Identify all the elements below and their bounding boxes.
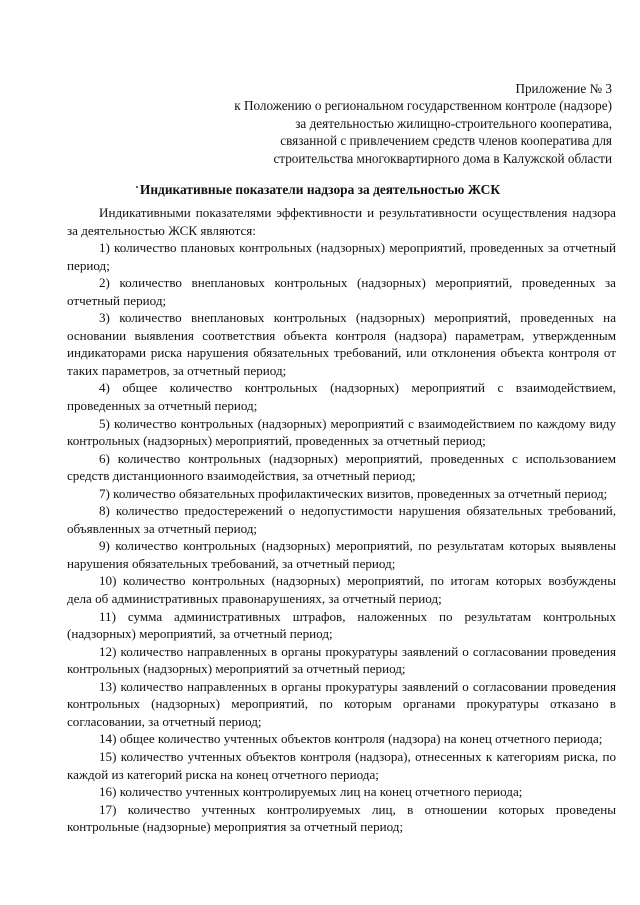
list-item: 4) общее количество контрольных (надзорных) мероприятий с взаимодействием, проведенных за отчетный период; [67, 380, 616, 414]
appendix-reference-line: за деятельностью жилищно-строительного кооператива, [295, 115, 612, 131]
list-item: 11) сумма административных штрафов, наложенных по результатам контрольных (надзорных) мероприятий, за отчетный период; [67, 608, 616, 642]
list-item: 2) количество внеплановых контрольных (надзорных) мероприятий, проведенных за отчетный период; [67, 275, 616, 308]
appendix-reference-line: к Положению о региональном государственном контроле (надзоре) [234, 98, 612, 114]
intro-paragraph: Индикативными показателями эффективности и результативности осуществления надзора за деятельностью ЖСК являются: [67, 205, 616, 238]
appendix-header [192, 80, 612, 167]
appendix-reference-line: связанной с привлечением средств членов кооператива для [280, 133, 612, 149]
document-title: Индикативные показатели надзора за деятельностью ЖСК [139, 182, 501, 197]
list-item: 14) общее количество учтенных объектов контроля (надзора) на конец отчетного периода; [99, 731, 603, 747]
list-item: 9) количество контрольных (надзорных) мероприятий, по результатам которых выявлены нарушения обязательных требований, за отчетный период; [67, 538, 616, 571]
list-item: 3) количество внеплановых контрольных (надзорных) мероприятий, проведенных на основании выявления соответствия объекта контроля (надзора) параметрам, утвержденным индикаторами риска нарушения обязательных требований, или отклонения объекта контроля от таких параметров, за отчетный период; [67, 310, 616, 378]
appendix-number: Приложение № 3 [515, 81, 612, 96]
list-item: 5) количество контрольных (надзорных) мероприятий с взаимодействием по каждому виду контрольных (надзорных) мероприятий, проведенных за отчетный период; [67, 415, 616, 449]
list-item: 10) количество контрольных (надзорных) мероприятий, по итогам которых возбуждены дела об административных правонарушениях, за отчетный период; [67, 573, 616, 607]
appendix-reference-line: строительства многоквартирного дома в Калужской области [273, 150, 612, 166]
list-item: 7) количество обязательных профилактических визитов, проведенных за отчетный период; [99, 485, 608, 501]
list-item: 15) количество учтенных объектов контроля (надзора), отнесенных к категориям риска, по каждой из категорий риска на конец отчетного периода; [67, 748, 616, 782]
list-item: 6) количество контрольных (надзорных) мероприятий, проведенных с использованием средств дистанционного взаимодействия, за отчетный период; [67, 450, 616, 484]
list-item: 12) количество направленных в органы прокуратуры заявлений о согласовании проведения контрольных (надзорных) мероприятий за отчетный период; [67, 643, 616, 677]
document-body [67, 204, 616, 836]
list-item: 17) количество учтенных контролируемых лиц, в отношении которых проведены контрольные (надзорные) мероприятия за отчетный период; [67, 801, 616, 835]
list-item: 16) количество учтенных контролируемых лиц на конец отчетного периода; [99, 784, 523, 800]
list-item: 1) количество плановых контрольных (надзорных) мероприятий, проведенных за отчетный период; [67, 240, 616, 273]
list-item: 8) количество предостережений о недопустимости нарушения обязательных требований, объявленных за отчетный период; [67, 503, 616, 536]
list-item: 13) количество направленных в органы прокуратуры заявлений о согласовании проведения контрольных (надзорных) мероприятий, по которым органами прокуратуры отказано в согласовании, за отчетный период; [67, 678, 616, 729]
